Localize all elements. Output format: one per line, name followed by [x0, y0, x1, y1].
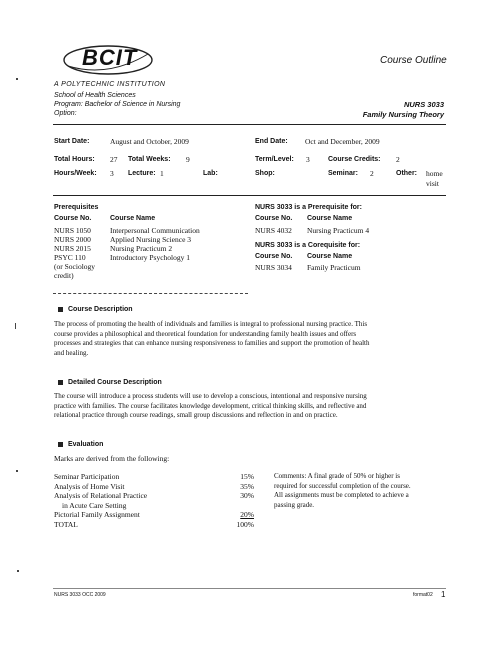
header-rule [53, 124, 446, 125]
term-level-label: Term/Level: [255, 156, 294, 163]
course-no: NURS 1050 [54, 226, 91, 235]
item-pct: 30% [240, 491, 254, 500]
item-pct: 100% [236, 519, 254, 529]
bullet-icon [58, 380, 63, 385]
course-no: (or Sociology [54, 262, 96, 271]
item-name: Analysis of Relational Practice [54, 491, 148, 500]
page-number: 1 [441, 590, 446, 599]
text-line: practice with families. The course facilitates knowledge development, critical thinking skills, and reflective and [54, 401, 367, 410]
text-line: and healing. [54, 348, 89, 357]
shop-label: Shop: [255, 170, 275, 177]
item-pct: 20% [240, 510, 254, 519]
table-row [54, 244, 244, 253]
table-row [54, 226, 244, 235]
footer-rule [53, 588, 446, 589]
course-title: Family Nursing Theory [362, 110, 444, 119]
course-credits-value: 2 [396, 155, 400, 164]
prereq-rule [53, 293, 248, 294]
bullet-icon [58, 442, 63, 447]
prereq-col-name: Course Name [110, 215, 156, 222]
text-line: The course will introduce a process students will use to develop a conscious, intentional and responsive nursing [54, 392, 367, 400]
bcit-logo [60, 40, 156, 78]
course-no: NURS 4032 [255, 226, 292, 235]
item-name: Pictorial Family Assignment [54, 510, 140, 519]
comment-line: Comments: A final grade of 50% or higher is [274, 472, 400, 480]
prereq-col-no: Course No. [54, 215, 92, 222]
seminar-label: Seminar: [328, 170, 358, 177]
table-row [54, 491, 254, 501]
course-description-heading: Course Description [68, 306, 133, 313]
prerequisites-title: Prerequisites [54, 204, 99, 211]
evaluation-comments [274, 472, 454, 510]
detailed-description-heading: Detailed Course Description [68, 379, 162, 386]
footer-right: format02 [413, 592, 433, 598]
course-name: Interpersonal Communication [110, 226, 200, 235]
scan-mark [16, 78, 18, 80]
evaluation-intro: Marks are derived from the following: [54, 454, 170, 463]
start-date-label: Start Date: [54, 138, 90, 145]
school: School of Health Sciences [54, 92, 136, 99]
logo-wordmark: BCIT [82, 45, 138, 70]
course-description-text [54, 320, 454, 358]
term-level-value: 3 [306, 155, 310, 164]
item-pct: 35% [240, 481, 254, 491]
institution: A POLYTECHNIC INSTITUTION [54, 81, 166, 88]
prereq-for-col-no: Course No. [255, 215, 293, 222]
item-pct [230, 501, 254, 511]
table-row [54, 253, 244, 262]
item-name: Analysis of Home Visit [54, 481, 125, 491]
total-hours-label: Total Hours: [54, 156, 95, 163]
hours-week-value: 3 [110, 169, 114, 178]
course-name: Nursing Practicum 4 [307, 226, 370, 235]
table-row [255, 226, 369, 236]
item-pct: 15% [240, 472, 254, 481]
detailed-description-text [54, 392, 454, 421]
other-label: Other: [396, 170, 417, 177]
course-no: credit) [54, 271, 74, 280]
prereq-for-title: NURS 3033 is a Prerequisite for: [255, 204, 362, 211]
table-row [54, 482, 254, 492]
text-line: course provides a philosophical and theoretical foundation for understanding family health issues and offers [54, 329, 357, 338]
start-date-value: August and October, 2009 [110, 137, 189, 146]
coreq-title: NURS 3033 is a Corequisite for: [255, 242, 361, 249]
comment-line: All assignments must be completed to achieve a [274, 491, 409, 499]
evaluation-table [54, 472, 254, 529]
comment-line: passing grade. [274, 500, 315, 509]
total-hours-value: 27 [110, 155, 118, 164]
course-credits-label: Course Credits: [328, 156, 381, 163]
course-name: Family Practicum [307, 263, 361, 272]
other-value: home visit [426, 169, 443, 188]
table-row [54, 510, 254, 520]
course-code: NURS 3033 [403, 100, 444, 109]
table-row [54, 235, 244, 244]
seminar-value: 2 [370, 169, 374, 178]
item-name: Seminar Participation [54, 472, 120, 481]
coreq-col-no: Course No. [255, 253, 293, 260]
scan-mark [16, 470, 18, 472]
option: Option: [54, 110, 77, 117]
table-row [54, 501, 254, 511]
text-line: processes and strategies that can enhance nursing responsiveness to families and support the promotion of health [54, 339, 370, 347]
text-line: The process of promoting the health of individuals and families is integral to professional nursing practice. This [54, 320, 368, 328]
program: Program: Bachelor of Science in Nursing [54, 101, 181, 108]
bullet-icon [58, 307, 63, 312]
lecture-label: Lecture: [128, 170, 156, 177]
coreq-col-name: Course Name [307, 253, 353, 260]
table-row [54, 271, 244, 280]
hours-week-label: Hours/Week: [54, 170, 97, 177]
end-date-label: End Date: [255, 138, 288, 145]
evaluation-heading: Evaluation [68, 441, 104, 448]
total-weeks-value: 9 [186, 155, 190, 164]
lecture-value: 1 [160, 169, 164, 178]
text-line: relational practice through course readings, small group discussions and reflection in and on practice. [54, 411, 338, 419]
scan-mark [17, 570, 19, 572]
scan-mark [15, 323, 16, 329]
table-row [54, 472, 254, 482]
table-row [255, 263, 361, 273]
item-name: in Acute Care Setting [62, 500, 127, 510]
lab-label: Lab: [203, 170, 218, 177]
course-name: Nursing Practicum 2 [110, 244, 173, 253]
details-rule [53, 195, 446, 196]
course-name: Introductory Psychology 1 [110, 253, 190, 262]
course-no: NURS 2000 [54, 235, 91, 244]
item-name: TOTAL [54, 519, 78, 529]
course-no: NURS 3034 [255, 263, 292, 272]
course-no: NURS 2015 [54, 244, 91, 253]
table-row [54, 520, 254, 530]
end-date-value: Oct and December, 2009 [305, 137, 380, 146]
doc-type: Course Outline [380, 55, 447, 66]
course-name: Applied Nursing Science 3 [110, 235, 192, 244]
footer-left: NURS 3033 OCC 2009 [54, 592, 106, 598]
table-row [54, 262, 244, 271]
comment-line: required for successful completion of the course. [274, 481, 411, 490]
course-no: PSYC 110 [54, 253, 86, 262]
prereq-for-col-name: Course Name [307, 215, 353, 222]
prereq-list [54, 226, 244, 280]
total-weeks-label: Total Weeks: [128, 156, 171, 163]
